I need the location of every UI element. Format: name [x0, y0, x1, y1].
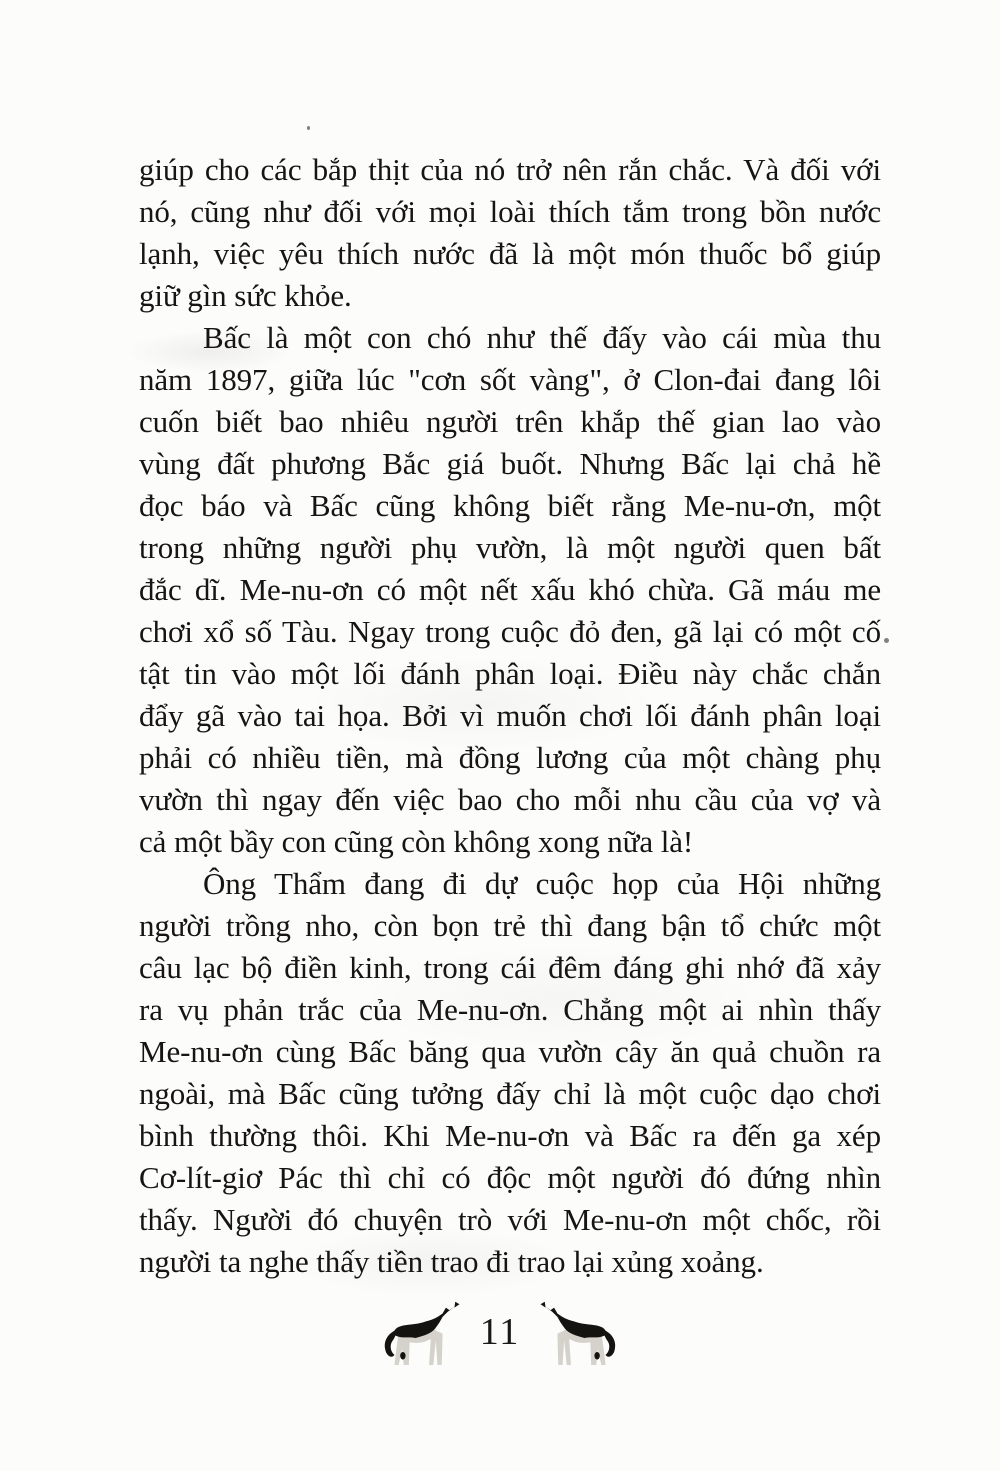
- paragraph: [139, 863, 881, 1283]
- text-line: giúp cho các bắp thịt của nó trở nên rắn chắc. Và đối với: [139, 152, 881, 187]
- text-line: tật tin vào một lối đánh phân loại. Điều này chắc chắn: [139, 656, 881, 691]
- text-line: vườn thì ngay đến việc bao cho mỗi nhu cầu của vợ và: [139, 782, 881, 817]
- text-line: bình thường thôi. Khi Me-nu-ơn và Bấc ra đến ga xép: [139, 1118, 881, 1153]
- page-number: 11: [479, 1311, 521, 1353]
- scan-speck: [884, 638, 889, 643]
- paragraph: [139, 317, 881, 863]
- text-line: Cơ-lít-giơ Pác thì chỉ có độc một người đó đứng nhìn: [139, 1160, 881, 1195]
- text-line: cuốn biết bao nhiêu người trên khắp thế gian lao vào: [139, 404, 881, 439]
- text-line: chơi xổ số Tàu. Ngay trong cuộc đỏ đen, gã lại có một cố: [139, 614, 881, 649]
- text-line: câu lạc bộ điền kinh, trong cái đêm đáng ghi nhớ đã xảy: [139, 950, 881, 985]
- text-line: đẩy gã vào tai họa. Bởi vì muốn chơi lối đánh phân loại: [139, 698, 881, 733]
- text-line: ra vụ phản trắc của Me-nu-ơn. Chẳng một ai nhìn thấy: [139, 992, 881, 1027]
- body-text: [139, 149, 881, 1283]
- text-line: Bấc là một con chó như thế đấy vào cái mùa thu: [203, 320, 881, 355]
- paragraph: [139, 149, 881, 317]
- text-line: phải có nhiều tiền, mà đồng lương của một chàng phụ: [139, 740, 881, 775]
- text-line: lạnh, việc yêu thích nước đã là một món thuốc bổ giúp: [139, 236, 881, 271]
- text-line: người ta nghe thấy tiền trao đi trao lại xủng xoảng.: [139, 1244, 764, 1279]
- text-line: Me-nu-ơn cùng Bấc băng qua vườn cây ăn quả chuồn ra: [139, 1034, 881, 1069]
- text-line: đọc báo và Bấc cũng không biết rằng Me-nu-ơn, một: [139, 488, 881, 523]
- text-line: vùng đất phương Bắc giá buốt. Nhưng Bấc lại chả hề: [139, 446, 881, 481]
- text-line: nó, cũng như đối với mọi loài thích tắm trong bồn nước: [139, 194, 881, 229]
- text-line: trong những người phụ vườn, là một người quen bất: [139, 530, 881, 565]
- text-line: năm 1897, giữa lúc "cơn sốt vàng", ở Clon-đai đang lôi: [139, 362, 881, 397]
- text-line: thấy. Người đó chuyện trò với Me-nu-ơn một chốc, rồi: [139, 1202, 881, 1237]
- howling-dog-right-icon: [533, 1300, 619, 1376]
- text-line: cả một bầy con cũng còn không xong nữa là!: [139, 824, 694, 859]
- text-line: người trồng nho, còn bọn trẻ thì đang bận tổ chức một: [139, 908, 881, 943]
- text-line: đắc dĩ. Me-nu-ơn có một nết xấu khó chừa. Gã máu me: [139, 572, 881, 607]
- scan-speck: [307, 126, 310, 130]
- text-line: Ông Thẩm đang đi dự cuộc họp của Hội những: [203, 866, 881, 901]
- page-footer: [0, 1296, 1000, 1380]
- text-line: ngoài, mà Bấc cũng tưởng đấy chỉ là một cuộc dạo chơi: [139, 1076, 881, 1111]
- text-line: giữ gìn sức khỏe.: [139, 278, 352, 313]
- howling-dog-left-icon: [381, 1300, 467, 1376]
